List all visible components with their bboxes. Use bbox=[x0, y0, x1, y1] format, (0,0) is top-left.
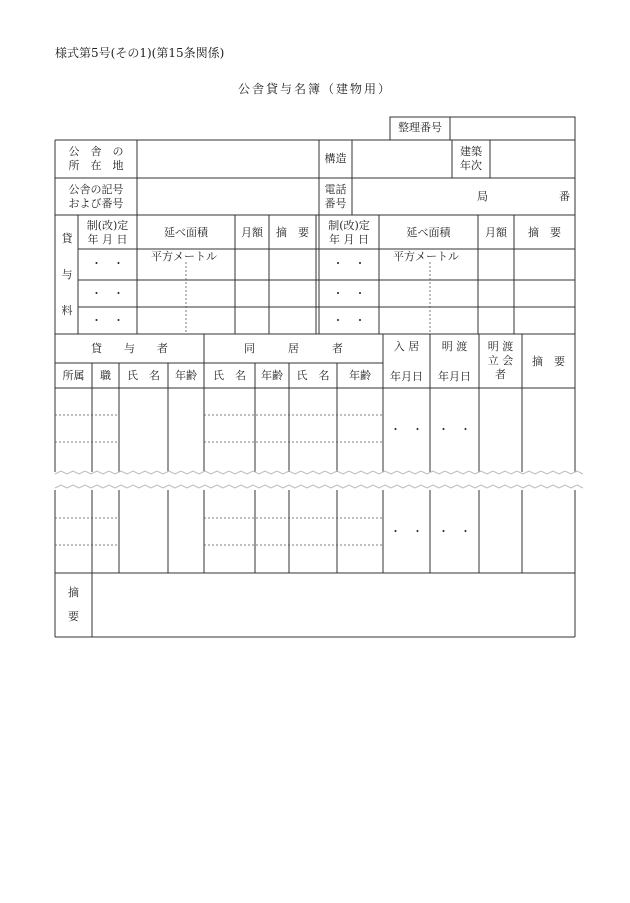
rent-note-header: 摘 要 bbox=[276, 226, 309, 239]
build-year-field[interactable] bbox=[491, 141, 574, 177]
move-in-date-cell[interactable]: ・ ・ bbox=[390, 423, 423, 436]
rent-date-header: 制(改)定 年 月 日 bbox=[86, 219, 129, 246]
location-label: 公 舎 の 所 在 地 bbox=[68, 145, 124, 172]
rent-area-header-2: 延べ面積 bbox=[406, 226, 451, 239]
resident-note-header: 摘 要 bbox=[532, 355, 565, 368]
management-number-field[interactable] bbox=[451, 118, 574, 139]
rent-monthly-header-2: 月額 bbox=[485, 226, 507, 239]
move-in-header: 入 居 年月日 bbox=[390, 340, 423, 383]
cohabitant-name-header: 氏 名 bbox=[213, 369, 246, 382]
symbol-label: 公舎の記号 および番号 bbox=[68, 183, 124, 210]
rent-date-header-2: 制(改)定 年 月 日 bbox=[328, 219, 370, 246]
vacate-date-cell[interactable]: ・ ・ bbox=[438, 525, 471, 538]
cohabitant-age-header: 年齢 bbox=[261, 369, 283, 382]
form-number: 様式第5号(その1)(第15条関係) bbox=[55, 46, 225, 60]
rent-area-header: 延べ面積 bbox=[164, 226, 208, 239]
lessee-header: 貸 与 者 bbox=[91, 342, 168, 355]
remarks-field[interactable] bbox=[93, 574, 574, 636]
rent-side-label-1: 貸 bbox=[61, 232, 73, 245]
cohabitant-name-header-2: 氏 名 bbox=[296, 369, 330, 382]
page-title: 公舎貸与名簿（建物用） bbox=[237, 82, 392, 96]
lessee-age-header: 年齢 bbox=[175, 369, 197, 382]
cohabitant-age-header-2: 年齢 bbox=[349, 369, 371, 382]
management-number-label: 整理番号 bbox=[398, 121, 442, 134]
rent-date-cell[interactable]: ・ ・ bbox=[91, 287, 124, 300]
rent-date-cell[interactable]: ・ ・ bbox=[332, 287, 366, 300]
phone-number-label: 番 bbox=[559, 190, 570, 203]
post-header: 職 bbox=[100, 369, 111, 382]
rent-date-cell[interactable]: ・ ・ bbox=[91, 314, 124, 327]
rent-side-label-3: 料 bbox=[61, 304, 73, 317]
phone-office-label: 局 bbox=[477, 190, 488, 203]
vacate-header: 明 渡 年月日 bbox=[438, 340, 471, 383]
build-year-label: 建築 年次 bbox=[460, 145, 482, 172]
structure-label: 構造 bbox=[324, 152, 347, 165]
area-unit-label: 平方メートル bbox=[151, 250, 217, 263]
rent-date-cell[interactable]: ・ ・ bbox=[91, 257, 124, 270]
move-in-date-cell[interactable]: ・ ・ bbox=[390, 525, 423, 538]
cohabitant-header: 同 居 者 bbox=[244, 342, 343, 355]
area-unit-label: 平方メートル bbox=[393, 250, 459, 263]
rent-note-header-2: 摘 要 bbox=[528, 226, 561, 239]
location-field[interactable] bbox=[138, 141, 318, 177]
lessee-name-header: 氏 名 bbox=[127, 369, 160, 382]
dept-header: 所属 bbox=[62, 369, 85, 382]
phone-label: 電話 番号 bbox=[324, 183, 347, 210]
rent-monthly-header: 月額 bbox=[241, 226, 263, 239]
rent-side-label-2: 与 bbox=[61, 268, 73, 281]
witness-header: 明 渡 立 会 者 bbox=[487, 340, 514, 381]
structure-field[interactable] bbox=[353, 141, 451, 177]
rent-date-cell[interactable]: ・ ・ bbox=[332, 257, 366, 270]
rent-date-cell[interactable]: ・ ・ bbox=[332, 314, 366, 327]
symbol-field[interactable] bbox=[138, 179, 318, 214]
remarks-label: 摘 要 bbox=[68, 586, 79, 623]
vacate-date-cell[interactable]: ・ ・ bbox=[438, 423, 471, 436]
